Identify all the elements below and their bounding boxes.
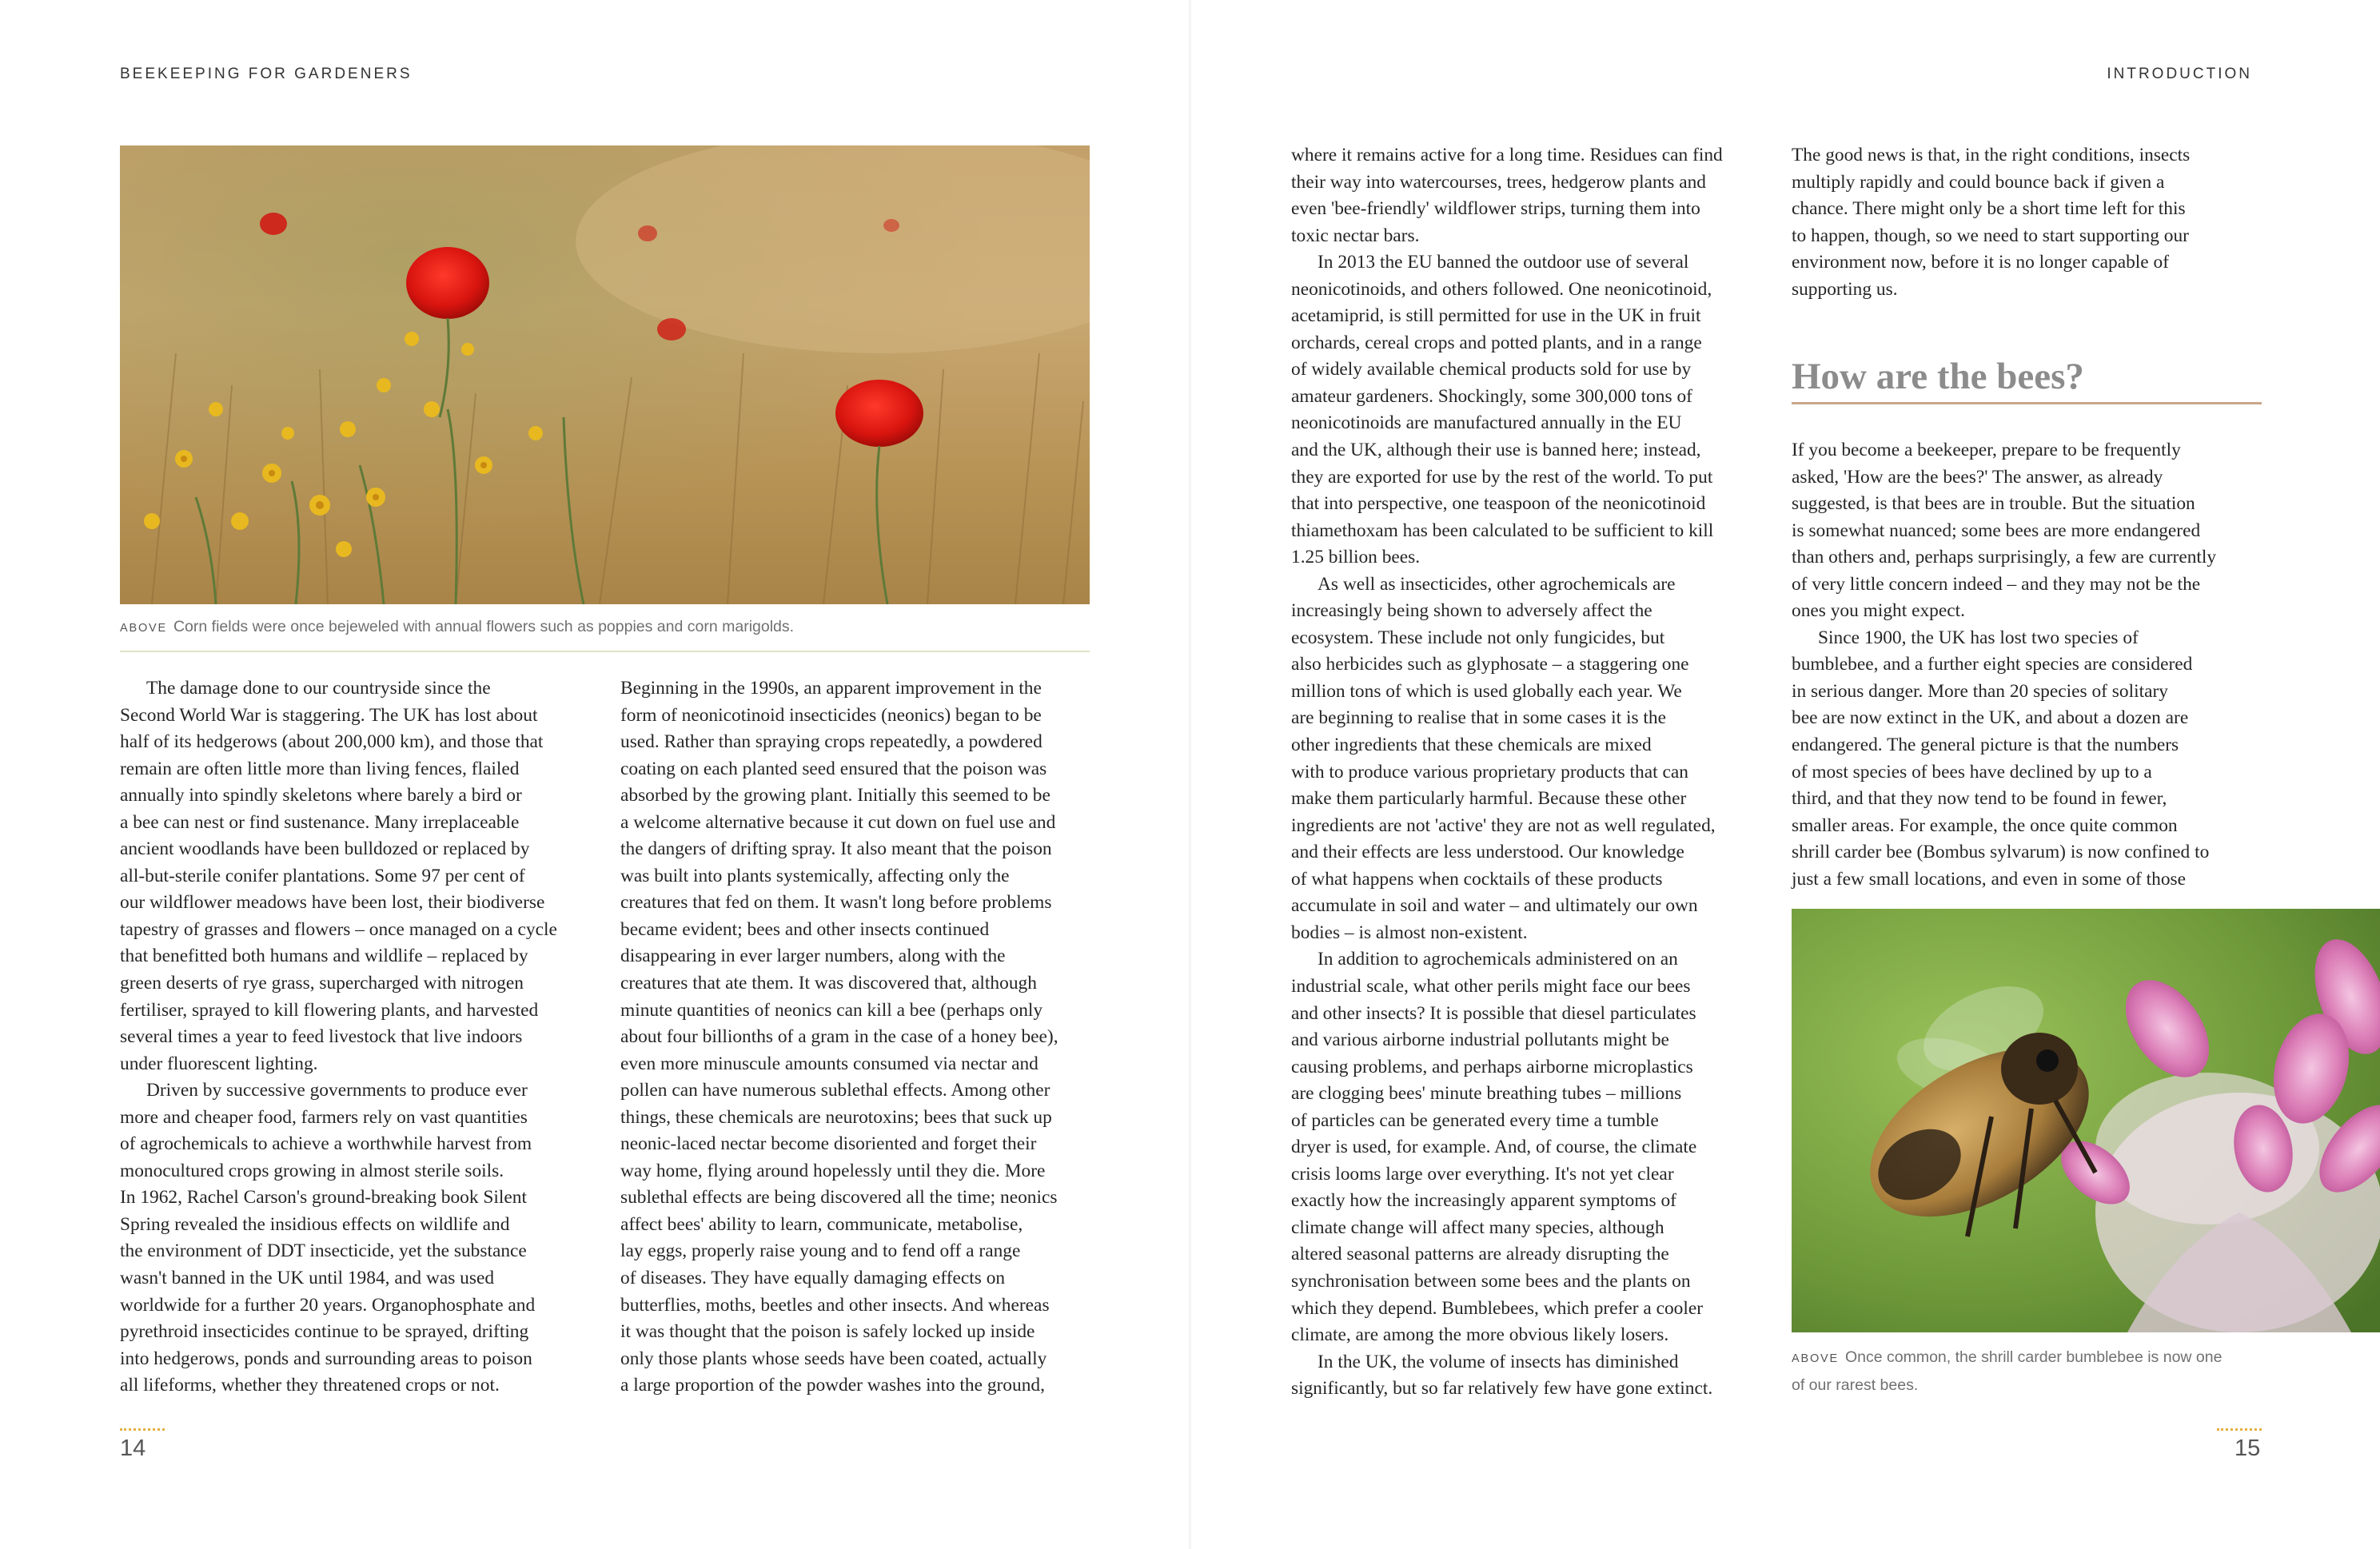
text-line: pollen can have numerous sublethal effects. Among other: [620, 1080, 1050, 1101]
text-line: Since 1900, the UK has lost two species of: [1818, 627, 2139, 648]
caption-text: Once common, the shrill carder bumblebee is now one: [1844, 1348, 2223, 1366]
text-line: environment now, before it is no longer capable of: [1792, 252, 2169, 273]
text-line: ecosystem. These include not only fungicides, but: [1291, 627, 1665, 648]
text-line: used. Rather than spraying crops repeatedly, a powdered: [620, 731, 1042, 753]
text-line: climate, are among the more obvious likely losers.: [1291, 1324, 1669, 1346]
text-line: the environment of DDT insecticide, yet the substance: [120, 1240, 527, 1262]
text-line: of widely available chemical products sold for use by: [1291, 359, 1692, 380]
poppy-field-photo: [120, 145, 1090, 604]
paragraph: [1291, 1349, 1771, 1403]
text-line: of most species of bees have declined by up to a: [1792, 761, 2152, 782]
text-line: butterflies, moths, beetles and other insects. And whereas: [620, 1294, 1050, 1316]
text-line: affect bees' ability to learn, communicate, metabolise,: [620, 1213, 1023, 1235]
text-line: than others and, perhaps surprisingly, a few are currently: [1792, 547, 2217, 568]
folio-dots: [120, 1428, 165, 1431]
text-line: which they depend. Bumblebees, which prefer a cooler: [1291, 1297, 1704, 1319]
text-line: Beginning in the 1990s, an apparent improvement in the: [620, 678, 1042, 699]
text-line: endangered. The general picture is that the numbers: [1792, 735, 2179, 756]
body-column-2: [620, 675, 1092, 1400]
paragraph: [1792, 625, 2263, 893]
text-line: chance. There might only be a short time left for this: [1792, 198, 2186, 220]
text-line: In the UK, the volume of insects has diminished: [1318, 1351, 1679, 1372]
text-line: ancient woodlands have been bulldozed or replaced by: [120, 838, 530, 860]
body-column-3: [1291, 142, 1771, 1403]
text-line: is somewhat nuanced; some bees are more endangered: [1792, 520, 2201, 541]
photo-caption-left: [120, 614, 794, 642]
text-line: half of its hedgerows (about 200,000 km), and those that: [120, 731, 544, 753]
text-line: annually into spindly skeletons where barely a bird or: [120, 785, 522, 806]
text-line: shrill carder bee (Bombus sylvarum) is now confined to: [1792, 842, 2210, 863]
text-line: crisis looms large over everything. It's not yet clear: [1291, 1163, 1674, 1185]
text-line: disappearing in ever larger numbers, along with the: [620, 946, 1006, 967]
paragraph: [1291, 946, 1771, 1348]
text-line: minute quantities of neonics can kill a bee (perhaps only: [620, 999, 1043, 1021]
text-line: they are exported for use by the rest of the world. To put: [1291, 466, 1713, 488]
text-line: form of neonicotinoid insecticides (neonics) began to be: [620, 704, 1042, 726]
text-line: Spring revealed the insidious effects on wildlife and: [120, 1213, 510, 1235]
section-heading: How are the bees?: [1792, 356, 2084, 397]
bumblebee-photo: [1792, 909, 2380, 1332]
text-line: all-but-sterile conifer plantations. Some 97 per cent of: [120, 865, 525, 886]
paragraph: [120, 675, 592, 1077]
text-line: orchards, cereal crops and potted plants, and in a range: [1291, 332, 1702, 353]
text-line: increasingly being shown to adversely affect the: [1291, 600, 1652, 622]
text-line: remain are often little more than living fences, flailed: [120, 758, 520, 779]
text-line: asked, 'How are the bees?' The answer, as already: [1792, 466, 2163, 488]
text-line: of diseases. They have equally damaging effects on: [620, 1268, 1006, 1289]
text-line: a large proportion of the powder washes into the ground,: [620, 1375, 1045, 1396]
body-column-4-top: [1792, 142, 2263, 303]
text-line: supporting us.: [1792, 278, 1898, 300]
caption-divider: [120, 651, 1090, 652]
text-line: tapestry of grasses and flowers – once managed on a cycle: [120, 918, 557, 940]
paragraph: [620, 675, 1092, 1400]
caption-label: ABOVE: [120, 622, 167, 635]
paragraph: [1291, 142, 1771, 249]
text-line: became evident; bees and other insects continued: [620, 918, 990, 940]
text-line: significantly, but so far relatively few have gone extinct.: [1291, 1378, 1713, 1400]
text-line: about four billionths of a gram in the case of a honey bee),: [620, 1026, 1058, 1048]
text-line: make them particularly harmful. Because these other: [1291, 788, 1687, 810]
text-line: In 1962, Rachel Carson's ground-breaking book Silent: [120, 1187, 527, 1209]
text-line: toxic nectar bars.: [1291, 225, 1420, 246]
text-line: As well as insecticides, other agrochemicals are: [1318, 573, 1676, 595]
text-line: things, these chemicals are neurotoxins; bees that suck up: [620, 1106, 1052, 1128]
text-line: a bee can nest or find sustenance. Many irreplaceable: [120, 811, 520, 833]
text-line: smaller areas. For example, the once quite common: [1792, 814, 2178, 836]
text-line: Driven by successive governments to produce ever: [146, 1080, 528, 1101]
photo-caption-right: [1792, 1344, 2287, 1399]
text-line: to happen, though, so we need to start supporting our: [1792, 225, 2189, 246]
body-column-4-bottom: [1792, 437, 2263, 893]
text-line: absorbed by the growing plant. Initially this seemed to be: [620, 785, 1050, 806]
text-line: synchronisation between some bees and the plants on: [1291, 1270, 1691, 1292]
text-line: coating on each planted seed ensured that the poison was: [620, 758, 1047, 779]
text-line: green deserts of rye grass, supercharged with nitrogen: [120, 973, 524, 994]
text-line: bodies – is almost non-existent.: [1291, 922, 1528, 943]
text-line: multiply rapidly and could bounce back if given a: [1792, 171, 2165, 193]
running-head-right: INTRODUCTION: [2107, 66, 2252, 82]
text-line: just a few small locations, and even in some of those: [1792, 868, 2187, 890]
text-line: where it remains active for a long time. Residues can find: [1291, 145, 1723, 165]
text-line: monocultured crops growing in almost sterile soils.: [120, 1160, 504, 1181]
text-line: In addition to agrochemicals administered on an: [1318, 949, 1678, 970]
text-line: are clogging bees' minute breathing tubes – millions: [1291, 1083, 1682, 1105]
text-line: that into perspective, one teaspoon of the neonicotinoid: [1291, 493, 1706, 515]
text-line: creatures that fed on them. It wasn't long before problems: [620, 892, 1052, 914]
text-line: their way into watercourses, trees, hedgerow plants and: [1291, 171, 1706, 193]
text-line: neonicotinoids are manufactured annually in the EU: [1291, 412, 1682, 434]
text-line: exactly how the increasingly apparent symptoms of: [1291, 1190, 1676, 1212]
text-line: even 'bee-friendly' wildflower strips, turning them into: [1291, 198, 1700, 220]
paragraph: [1792, 142, 2263, 303]
text-line: of particles can be generated every time a tumble: [1291, 1109, 1659, 1131]
paragraph: [120, 1077, 592, 1400]
text-line: other ingredients that these chemicals are mixed: [1291, 735, 1652, 756]
text-line: under fluorescent lighting.: [120, 1053, 318, 1074]
text-line: If you become a beekeeper, prepare to be frequently: [1792, 440, 2181, 460]
text-line: creatures that ate them. It was discovered that, although: [620, 973, 1037, 994]
text-line: sublethal effects are being discovered all the time; neonics: [620, 1187, 1058, 1209]
text-line: 1.25 billion bees.: [1291, 547, 1421, 568]
text-line: worldwide for a further 20 years. Organophosphate and: [120, 1294, 536, 1316]
text-line: all lifeforms, whether they threatened crops or not.: [120, 1375, 500, 1396]
text-line: third, and that they now tend to be found in fewer,: [1792, 788, 2167, 810]
text-line: wasn't banned in the UK until 1984, and was used: [120, 1268, 495, 1289]
text-line: bee are now extinct in the UK, and about a dozen are: [1792, 707, 2189, 729]
text-line: also herbicides such as glyphosate – a staggering one: [1291, 654, 1689, 675]
text-line: fertiliser, sprayed to kill flowering plants, and harvested: [120, 999, 539, 1021]
text-line: suggested, is that bees are in trouble. But the situation: [1792, 493, 2195, 515]
text-line: into hedgerows, ponds and surrounding areas to poison: [120, 1348, 532, 1369]
bumblebee-on-flower-icon: [1792, 909, 2380, 1332]
text-line: The damage done to our countryside since the: [146, 678, 491, 699]
caption-text: of our rarest bees.: [1792, 1376, 1919, 1394]
text-line: ones you might expect.: [1792, 600, 1965, 622]
text-line: it was thought that the poison is safely locked up inside: [620, 1321, 1035, 1343]
text-line: In 2013 the EU banned the outdoor use of several: [1318, 252, 1689, 273]
text-line: thiamethoxam has been calculated to be sufficient to kill: [1291, 520, 1714, 541]
paragraph: [1291, 571, 1771, 947]
text-line: altered seasonal patterns are already disrupting the: [1291, 1244, 1669, 1265]
text-line: of very little concern indeed – and they may not be the: [1792, 573, 2201, 595]
text-line: in serious danger. More than 20 species of solitary: [1792, 680, 2168, 702]
page-number-right: 15: [2234, 1436, 2261, 1461]
text-line: industrial scale, what other perils might face our bees: [1291, 975, 1691, 997]
text-line: of what happens when cocktails of these products: [1291, 868, 1663, 890]
text-line: lay eggs, properly raise young and to fend off a range: [620, 1240, 1021, 1262]
text-line: and other insects? It is possible that diesel particulates: [1291, 1002, 1696, 1024]
text-line: million tons of which is used globally each year. We: [1291, 680, 1682, 702]
text-line: and their effects are less understood. Our knowledge: [1291, 842, 1684, 863]
text-line: neonicotinoids, and others followed. One neonicotinoid,: [1291, 278, 1712, 300]
paragraph: [1792, 437, 2263, 625]
text-line: our wildflower meadows have been lost, their biodiverse: [120, 892, 545, 914]
heading-underline: [1792, 402, 2262, 404]
text-line: and the UK, although their use is banned here; instead,: [1291, 440, 1701, 461]
text-line: pyrethroid insecticides continue to be sprayed, drifting: [120, 1321, 529, 1343]
folio-dots: [2217, 1428, 2262, 1431]
text-line: that benefitted both humans and wildlife – replaced by: [120, 946, 528, 967]
page-number-left: 14: [120, 1436, 146, 1461]
text-line: The good news is that, in the right conditions, insects: [1792, 145, 2191, 165]
text-line: the dangers of drifting spray. It also meant that the poison: [620, 838, 1052, 860]
text-line: even more minuscule amounts consumed via nectar and: [620, 1053, 1039, 1074]
text-line: neonic-laced nectar become disoriented and forget their: [620, 1133, 1037, 1155]
text-line: way home, flying around hopelessly until they die. More: [620, 1160, 1046, 1181]
text-line: Second World War is staggering. The UK has lost about: [120, 704, 538, 726]
caption-label: ABOVE: [1792, 1352, 1839, 1365]
text-line: dryer is used, for example. And, of course, the climate: [1291, 1137, 1697, 1158]
text-line: bumblebee, and a further eight species are considered: [1792, 654, 2193, 675]
text-line: acetamiprid, is still permitted for use in the UK in fruit: [1291, 305, 1701, 327]
running-head-left: BEEKEEPING FOR GARDENERS: [120, 66, 413, 82]
text-line: only those plants whose seeds have been coated, actually: [620, 1348, 1047, 1369]
text-line: of agrochemicals to achieve a worthwhile harvest from: [120, 1133, 532, 1155]
text-line: and various airborne industrial pollutants might be: [1291, 1029, 1669, 1051]
text-line: more and cheaper food, farmers rely on vast quantities: [120, 1106, 528, 1128]
body-column-1: [120, 675, 592, 1400]
caption-text: Corn fields were once bejeweled with annual flowers such as poppies and corn marigolds.: [173, 618, 795, 635]
paragraph: [1291, 249, 1771, 571]
poppy-field-icon: [120, 145, 1090, 604]
text-line: was built into plants systemically, affecting only the: [620, 865, 1010, 886]
text-line: ingredients are not 'active' they are not as well regulated,: [1291, 814, 1716, 836]
text-line: several times a year to feed livestock that live indoors: [120, 1026, 523, 1048]
text-line: a welcome alternative because it cut down on fuel use and: [620, 811, 1056, 833]
text-line: with to produce various proprietary products that can: [1291, 761, 1688, 782]
text-line: accumulate in soil and water – and ultimately our own: [1291, 895, 1698, 917]
text-line: are beginning to realise that in some cases it is the: [1291, 707, 1666, 729]
text-line: causing problems, and perhaps airborne microplastics: [1291, 1056, 1693, 1077]
right-page: [1190, 0, 2380, 1549]
text-line: amateur gardeners. Shockingly, some 300,000 tons of: [1291, 385, 1692, 407]
text-line: climate change will affect many species, although: [1291, 1217, 1664, 1238]
